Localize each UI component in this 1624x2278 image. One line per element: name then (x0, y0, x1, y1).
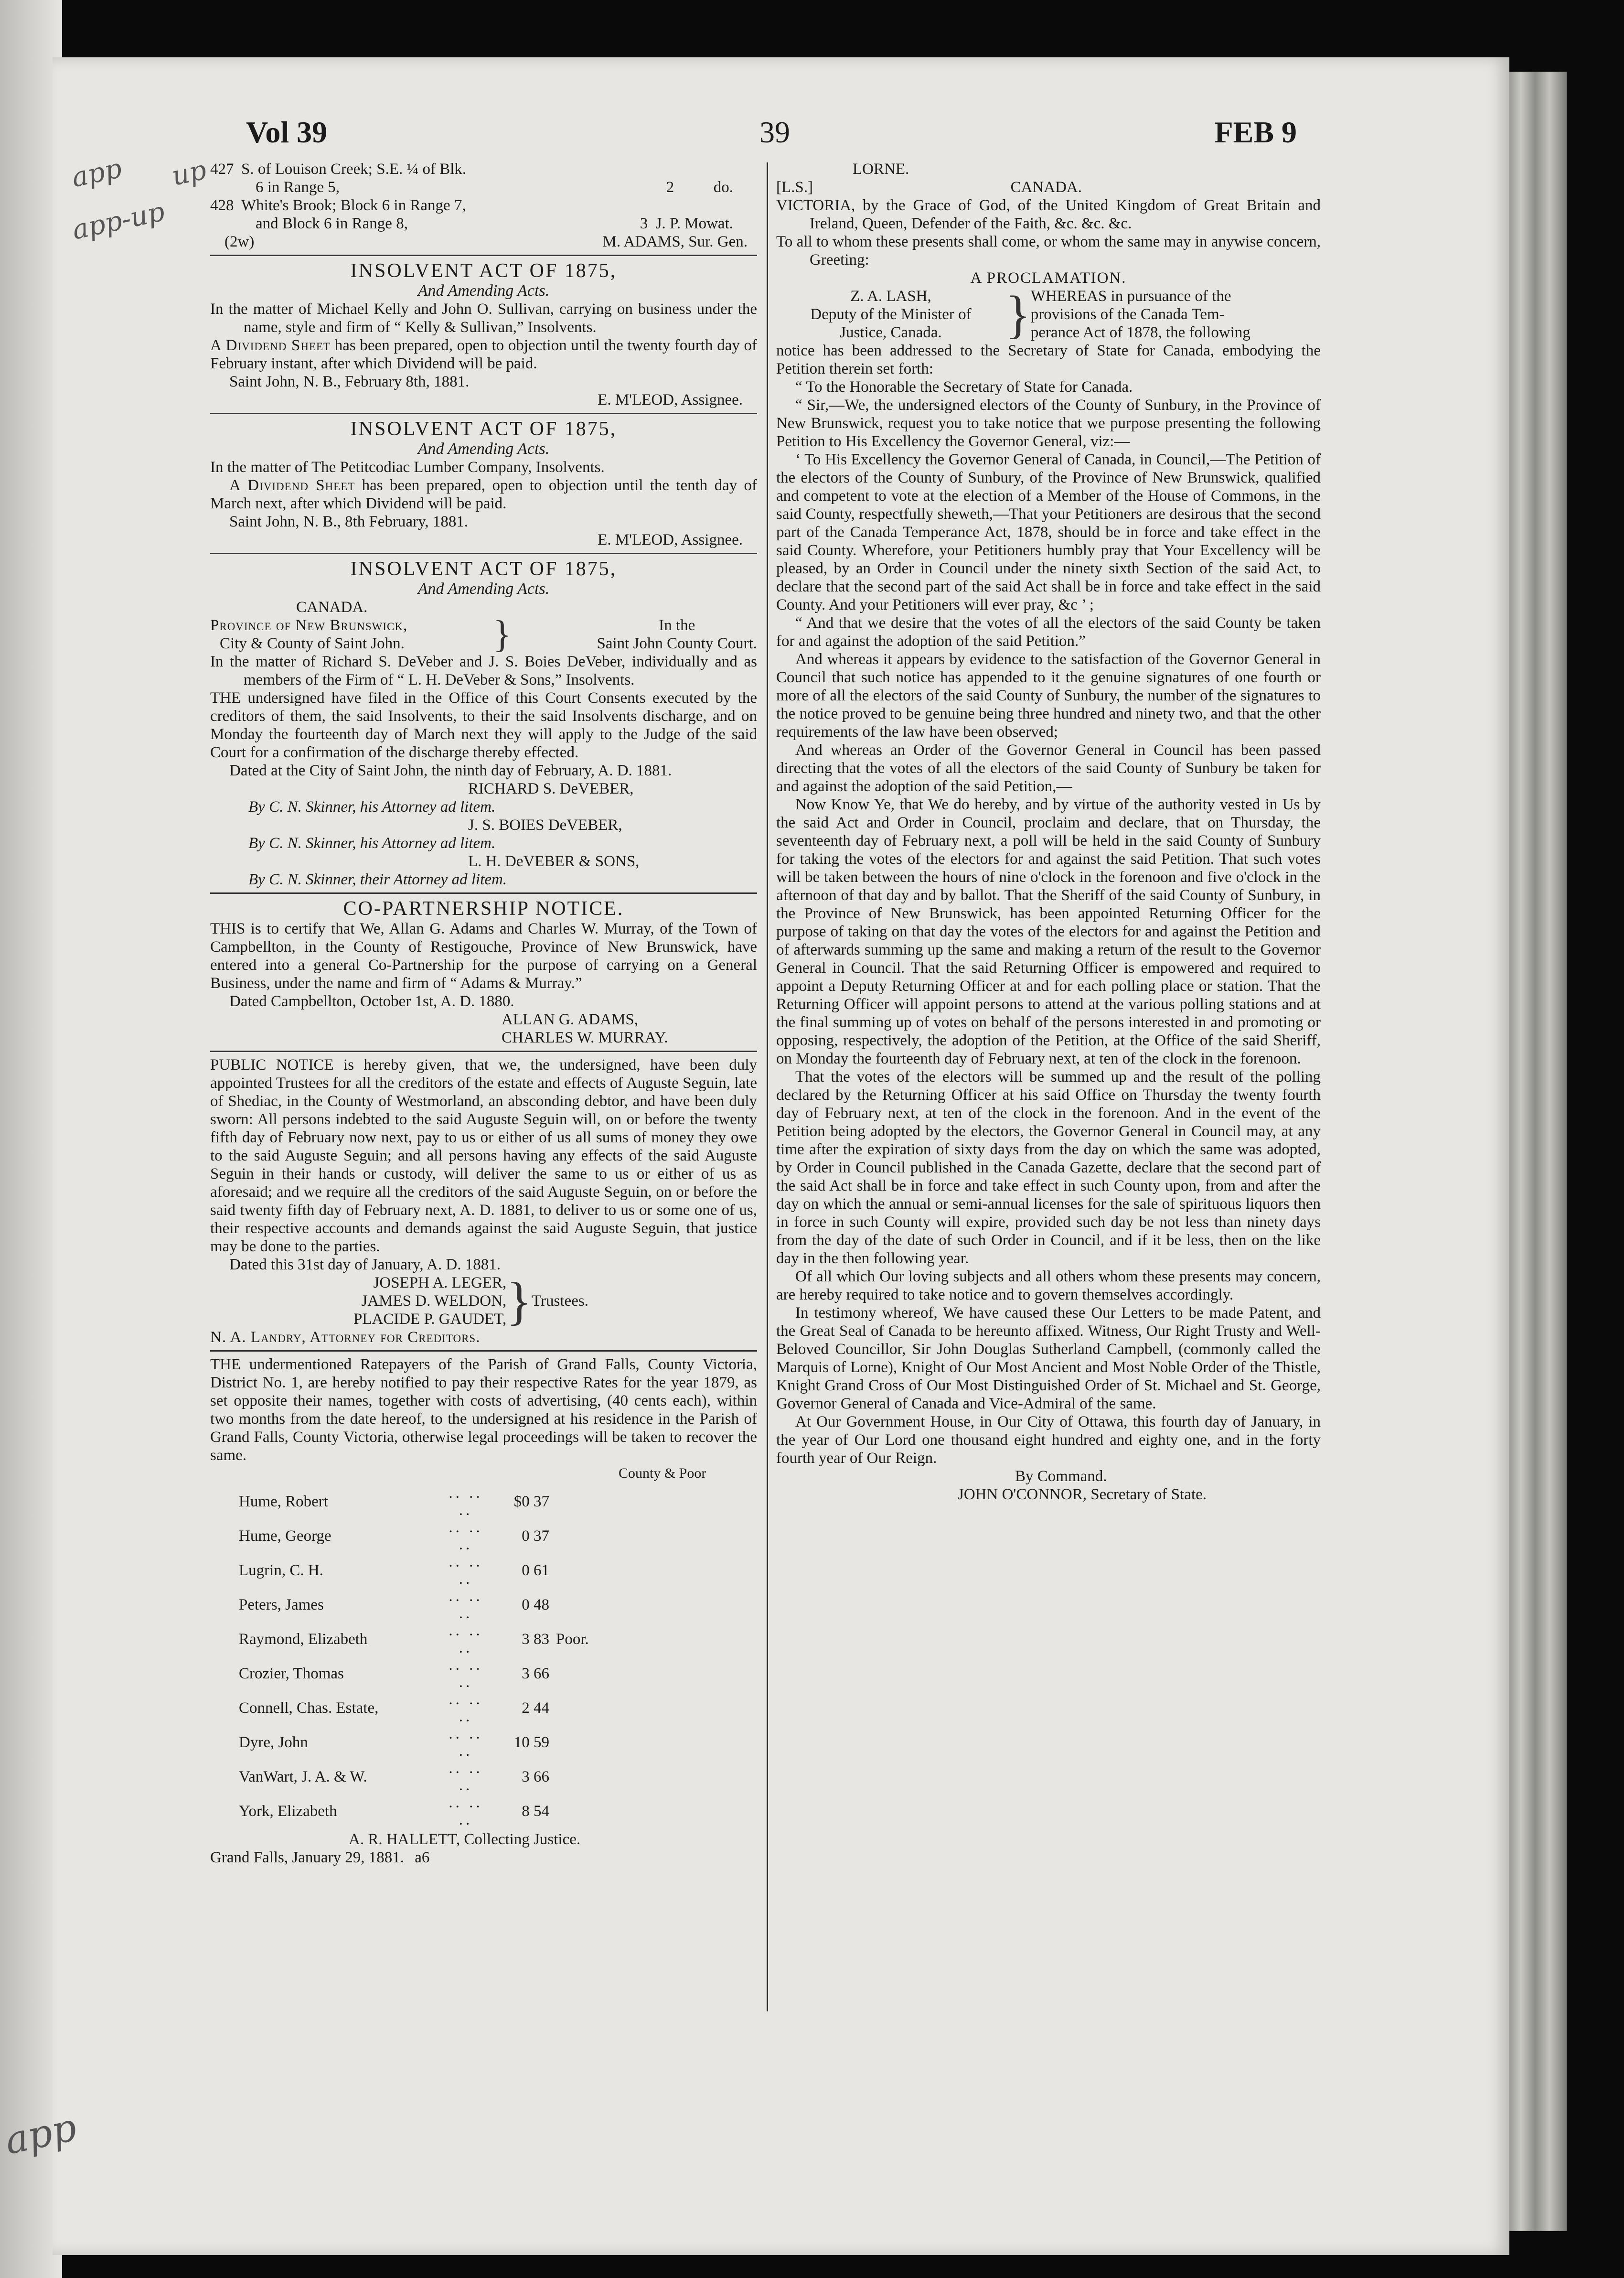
rate-amount: 3 66 (522, 1665, 549, 1682)
left-column (210, 160, 757, 1867)
notice-body: PUBLIC NOTICE is hereby given, that we, the undersigned, have been duly appointed Trustees for all the creditors of the estate and effects of Auguste Seguin, late of Shediac, in the County of Westmorland, an absconding debtor, and have been duly sworn: All persons indebted to the said Auguste Seguin will, on or before the twenty fifth day of February now next, pay to us or either of us all sums of money they owe to the said Auguste Seguin; and all persons having any effects of the said Auguste Seguin in their hands or custody, will deliver the same to us or either of us as aforesaid; and we require all the creditors of the said Auguste Seguin, on or before the said twenty fifth day of February next, A. D. 1881, to deliver to us or some one of us, their respective accounts and demands against the said Auguste Seguin, that justice may be done to the parties. (210, 1056, 757, 1255)
rate-leader: .. .. .. (449, 1553, 483, 1588)
whereas-order-paragraph: And whereas an Order of the Governor General in Council has been passed directing that the votes of all the electors of the said County of Sunbury be taken for and against the adoption of the said Petition,— (776, 741, 1321, 795)
notice-petitcodiac (210, 418, 757, 549)
sir-paragraph: “ Sir,—We, the undersigned electors of the County of Sunbury, in the Province of New Brunswick, request you to take notice that we purpose presenting the following Petition to His Excellency the Governor General, viz:— (776, 397, 1321, 450)
signature-by: By C. N. Skinner, their Attorney ad litem. (248, 871, 507, 888)
deputy-name: Z. A. LASH, (850, 288, 931, 305)
lots-list (210, 160, 757, 251)
whereas-continued: notice has been addressed to the Secretary of State for Canada, embodying the Petition therein set forth: (776, 342, 1321, 377)
rate-amount: 8 54 (522, 1803, 549, 1820)
notice-dated: Dated Campbellton, October 1st, A. D. 1880. (229, 993, 514, 1010)
province-line: City & County of Saint John. (220, 635, 405, 652)
signature-by: By C. N. Skinner, his Attorney ad litem. (248, 835, 496, 852)
notice-trustees (210, 1056, 757, 1346)
notice-lead: A Dividend Sheet (210, 337, 331, 354)
seal-mark: [L.S.] (776, 179, 813, 196)
rate-amount: 0 37 (522, 1527, 549, 1545)
rate-note (549, 1725, 736, 1760)
table-row (239, 1794, 736, 1828)
notice-heading: CO-PARTNERSHIP NOTICE. (343, 898, 624, 920)
list-item (210, 160, 757, 196)
notice-dated: Grand Falls, January 29, 1881. (210, 1849, 405, 1866)
signature-name: ALLAN G. ADAMS, (502, 1011, 639, 1028)
divider (210, 553, 757, 554)
right-column (776, 160, 1321, 1504)
whereas-line: perance Act of 1878, the following (1030, 324, 1250, 341)
notice-matter: In the matter of The Petitcodiac Lumber Company, Insolvents. (210, 459, 605, 476)
to-honorable: “ To the Honorable the Secretary of State for Canada. (795, 378, 1133, 396)
lots-code: (2w) (224, 233, 255, 250)
rate-leader: .. .. .. (449, 1656, 483, 1691)
rate-amount: 10 59 (513, 1734, 549, 1751)
court-line: Saint John County Court. (597, 635, 757, 652)
lot-desc-line: and Block 6 in Range 8, (256, 215, 408, 232)
notice-subheading: And Amending Acts. (417, 580, 550, 598)
divider (210, 1350, 757, 1352)
rates-table (239, 1484, 736, 1828)
notice-ratepayers (210, 1355, 757, 1867)
signature-name: RICHARD S. DeVEBER, (468, 780, 634, 797)
table-row (239, 1691, 736, 1725)
divider (210, 892, 757, 894)
trustee-name: JOSEPH A. LEGER, (373, 1274, 507, 1291)
column-divider (767, 162, 768, 2011)
table-row (239, 1725, 736, 1760)
signature-name: L. H. DeVEBER & SONS, (468, 853, 640, 870)
volume-label: Vol 39 (246, 115, 328, 149)
issue-date: FEB 9 (1214, 115, 1297, 149)
rate-name: Connell, Chas. Estate, (239, 1699, 379, 1717)
proclamation-to-all: To all to whom these presents shall come, or whom the same may in anywise concern, Greeting: (776, 233, 1321, 269)
rate-name: Hume, Robert (239, 1493, 328, 1510)
running-header (246, 115, 1297, 153)
rate-note (549, 1519, 736, 1553)
notice-signature: A. R. HALLETT, Collecting Justice. (349, 1831, 581, 1848)
margin-note-4: app (0, 2105, 81, 2163)
table-row (239, 1760, 736, 1794)
notice-paragraph: Of all which Our loving subjects and all others whom these presents may concern, are hereby required to take notice and to govern themselves accordingly. (776, 1268, 1321, 1303)
whereas-evidence-paragraph: And whereas it appears by evidence to the satisfaction of the Governor General in Council that such notice has appended to it the genuine signatures of one fourth or more of all the electors of the said County of Sunbury, the number of the signatures to the notice proved to be genuine being three hundred and ninety two, and that the other requirements of the law have been observed; (776, 651, 1321, 741)
summing-up-paragraph: That the votes of the electors will be summed up and the result of the polling declared by the Returning Officer at his said Office on Thursday the twenty fourth day of February next, at ten of the clock in the forenoon. And in the event of the Petition being adopted by the electors, the Governor General in Council may, at any time after the expiration of sixty days from the day on which the same was adopted, by Order in Council published in the Canada Gazette, declare that the second part of the said Act shall be in force and take effect in such County upon, from and after the day on which the annual or semi-annual licenses for the sale of spirituous liquors then in force in such County will expire, provided such day be not less than ninety days from the day of the date of such Order in Council, and if it be less, then on the like day in the then following year. (776, 1068, 1321, 1267)
rate-amount: 3 66 (522, 1768, 549, 1785)
testimony-paragraph: In testimony whereof, We have caused these Our Letters to be made Patent, and the Great Seal of Canada to be hereunto affixed. Witness, Our Right Trusty and Well-Beloved Councillor, Sir John Douglas Sutherland Campbell, (commonly called the Marquis of Lorne), Knight of Our Most Ancient and Most Noble Order of the Thistle, Knight Grand Cross of Our Most Distinguished Order of St. Michael and St. George, Governor General of Canada and Vice-Admiral of the same. (776, 1304, 1321, 1412)
court-line: In the (659, 617, 695, 634)
rate-name: Raymond, Elizabeth (239, 1631, 368, 1648)
table-row (239, 1553, 736, 1588)
notice-body: has been prepared, open to objection until the tenth day of March next, after which Dividend will be paid. (210, 477, 757, 512)
notice-kelly-sullivan (210, 260, 757, 409)
rate-note (549, 1588, 736, 1622)
margin-note-1: app (69, 152, 125, 194)
notice-dated: Saint John, N. B., 8th February, 1881. (229, 513, 469, 530)
rate-name: VanWart, J. A. & W. (239, 1768, 367, 1785)
petition-paragraph: ‘ To His Excellency the Governor General of Canada, in Council,—The Petition of the electors of the County of Sunbury, of the Province of New Brunswick, qualified and competent to vote at the election of a Member of the House of Commons, in the said County, respectfully sheweth,—That your Petitioners are desirous that the second part of the Canada Temperance Act, 1878, should be in force and take effect in the said County. Wherefore, your Petitioners humbly pray that Your Excellency will be pleased, by an Order in Council under the ninety sixth Section of the said Act, to declare that the second part of the said Act shall be in force and take effect in the said County. And your Petitioners will ever pray, &c ’ ; (776, 451, 1321, 613)
table-row (239, 1484, 736, 1519)
notice-heading: INSOLVENT ACT OF 1875, (350, 418, 617, 440)
rate-leader: .. .. .. (449, 1691, 483, 1725)
lot-desc-line: S. of Louison Creek; S.E. ¼ of Blk. (241, 161, 467, 178)
whereas-line: provisions of the Canada Tem- (1030, 306, 1225, 323)
notice-heading: INSOLVENT ACT OF 1875, (350, 260, 617, 282)
table-row (239, 1519, 736, 1553)
rate-amount: 2 44 (522, 1699, 549, 1717)
rate-note (549, 1553, 736, 1588)
lot-tail: 3 J. P. Mowat. (640, 215, 733, 232)
signature-name: CHARLES W. MURRAY. (502, 1029, 668, 1046)
rate-name: Lugrin, C. H. (239, 1562, 323, 1579)
divider (210, 413, 757, 414)
notice-dated: Dated this 31st day of January, A. D. 1881. (229, 1256, 501, 1273)
rate-note (549, 1656, 736, 1691)
notice-copartnership (210, 898, 757, 1047)
rate-name: Hume, George (239, 1527, 331, 1545)
notice-heading: INSOLVENT ACT OF 1875, (350, 558, 617, 580)
divider (210, 255, 757, 256)
divider (210, 1051, 757, 1052)
table-row (239, 1622, 736, 1656)
notice-code: a6 (415, 1849, 430, 1866)
brace-icon: } (1005, 285, 1031, 344)
notice-deveber (210, 558, 757, 889)
rate-leader: .. .. .. (449, 1588, 483, 1622)
notice-country: CANADA. (296, 599, 368, 616)
page-edge-stack (1509, 72, 1567, 2231)
page-number: 39 (759, 115, 790, 149)
table-row (239, 1656, 736, 1691)
notice-dated: Saint John, N. B., February 8th, 1881. (229, 373, 470, 390)
rate-leader: .. .. .. (449, 1484, 483, 1519)
proclamation-victoria: VICTORIA, by the Grace of God, of the United Kingdom of Great Britain and Ireland, Queen, Defender of the Faith, &c. &c. &c. (776, 197, 1321, 232)
table-row (239, 1588, 736, 1622)
list-item (210, 196, 757, 233)
notice-body: has been prepared, open to objection until the twenty fourth day of February instant, after which Dividend will be paid. (210, 337, 757, 372)
notice-matter: In the matter of Richard S. DeVeber and J. S. Boies DeVeber, individually and as members of the Firm of “ L. H. DeVeber & Sons,” Insolvents. (210, 653, 757, 688)
notice-body: THIS is to certify that We, Allan G. Adams and Charles W. Murray, of the Town of Campbellton, in the County of Restigouche, Province of New Brunswick, have entered into a general Co-Partnership for the purpose of carrying on a General Business, under the name and firm of “ Adams & Murray.” (210, 920, 757, 992)
rate-amount: 0 61 (522, 1562, 549, 1579)
lot-number: 428 (210, 197, 234, 214)
signature-name: J. S. BOIES DeVEBER, (468, 817, 622, 834)
rate-leader: .. .. .. (449, 1725, 483, 1760)
rate-note (549, 1484, 736, 1519)
rate-leader: .. .. .. (449, 1794, 483, 1828)
notice-matter: In the matter of Michael Kelly and John O. Sullivan, carrying on business under the name, style and firm of “ Kelly & Sullivan,” Insolvents. (210, 301, 757, 336)
lot-tail: 2 do. (666, 179, 733, 196)
margin-note-3: app-up (69, 196, 168, 246)
rate-amount: 0 48 (522, 1596, 549, 1613)
notice-subheading: And Amending Acts. (417, 440, 550, 458)
rate-amount: $0 37 (513, 1493, 549, 1510)
notice-subheading: And Amending Acts. (417, 282, 550, 300)
rate-name: Peters, James (239, 1596, 324, 1613)
lot-desc-line: 6 in Range 5, (256, 179, 340, 196)
deputy-line: Justice, Canada. (840, 324, 942, 341)
proclamation-signature: JOHN O'CONNOR, Secretary of State. (958, 1486, 1207, 1503)
government-house-paragraph: At Our Government House, in Our City of Ottawa, this fourth day of January, in the year of Our Lord one thousand eight hundred and eighty one, and in the forty fourth year of Our Reign. (776, 1413, 1321, 1467)
notice-signature: E. M'LEOD, Assignee. (598, 391, 743, 408)
lot-desc-line: White's Brook; Block 6 in Range 7, (241, 197, 466, 214)
trustees-label: Trustees. (532, 1292, 588, 1310)
province-line: Province of New Brunswick, (210, 617, 408, 634)
rate-note (549, 1760, 736, 1794)
lots-signature: M. ADAMS, Sur. Gen. (602, 233, 748, 250)
by-command: By Command. (1015, 1468, 1107, 1485)
rate-leader: .. .. .. (449, 1519, 483, 1553)
proclamation-country: CANADA. (1010, 179, 1082, 196)
rate-name: York, Elizabeth (239, 1803, 337, 1820)
proclamation-lorne: LORNE. (853, 161, 909, 178)
whereas-line: WHEREAS in pursuance of the (1030, 288, 1231, 305)
rate-note: Poor. (556, 1631, 589, 1648)
and-that-paragraph: “ And that we desire that the votes of all the electors of the said County be taken for and against the adoption of the said Petition.” (776, 614, 1321, 650)
brace-icon: } (506, 1272, 532, 1330)
proclamation-title: A PROCLAMATION. (970, 269, 1127, 287)
signature-by: By C. N. Skinner, his Attorney ad litem. (248, 798, 496, 816)
notice-dated: Dated at the City of Saint John, the ninth day of February, A. D. 1881. (229, 762, 672, 779)
margin-note-2: up (169, 154, 209, 192)
now-know-ye-paragraph: Now Know Ye, that We do hereby, and by virtue of the authority vested in Us by the said Act and Order in Council, proclaim and declare, that on Thursday, the seventeenth day of February next, a poll will be held in the said County of Sunbury for taking the votes of the electors for and against the said Petition. That such votes will be taken between the hours of nine o'clock in the forenoon and five o'clock in the afternoon of that day and by ballot. That the Sheriff of the said County of Sunbury, in the Province of New Brunswick, has been appointed Returning Officer for the purpose of taking on that day the votes of the electors for and against the Petition and of afterwards summing up the same and making a return of the result to the Governor General in Council. That the said Returning Officer is empowered and required to appoint a Deputy Returning Officer at and for each polling place or station. That the Returning Officer will appoint persons to attend at the various polling stations and at the final summing up of votes on behalf of the persons interested in and promoting or opposing, respectively, the adoption of the Petition, at the Office of the said Sheriff, on Monday the fourteenth day of February next, at ten of the clock in the forenoon. (776, 796, 1321, 1067)
attorney-line: N. A. Landry, Attorney for Creditors. (210, 1329, 481, 1346)
trustee-name: PLACIDE P. GAUDET, (353, 1311, 507, 1328)
rate-note (549, 1691, 736, 1725)
notice-body: THE undersigned have filed in the Office of this Court Consents executed by the creditors of them, the said Insolvents, to their the said Insolvents discharge, and on Monday the fourteenth day of March next they will apply to the Judge of the said Court for a confirmation of the discharge thereby effected. (210, 689, 757, 761)
rate-leader: .. .. .. (449, 1622, 483, 1656)
rate-amount: 3 83 (522, 1631, 549, 1648)
lot-number: 427 (210, 161, 234, 178)
rate-leader: .. .. .. (449, 1760, 483, 1794)
rate-name: Dyre, John (239, 1734, 308, 1751)
rate-name: Crozier, Thomas (239, 1665, 344, 1682)
notice-signature: E. M'LEOD, Assignee. (598, 531, 743, 548)
trustee-name: JAMES D. WELDON, (361, 1292, 507, 1310)
brace-icon: } (493, 613, 512, 655)
notice-body: THE undermentioned Ratepayers of the Parish of Grand Falls, County Victoria, District No. 1, are hereby notified to pay their respective Rates for the year 1879, as set opposite their names, together with costs of advertising, (40 cents each), within two months from the date hereof, to the undersigned at his residence in the Parish of Grand Falls, County Victoria, otherwise legal proceedings will be taken to recover the same. (210, 1356, 757, 1464)
column-header: County & Poor (619, 1465, 706, 1481)
deputy-line: Deputy of the Minister of (810, 306, 972, 323)
notice-lead: A Dividend Sheet (229, 477, 355, 494)
rate-note (549, 1794, 736, 1828)
